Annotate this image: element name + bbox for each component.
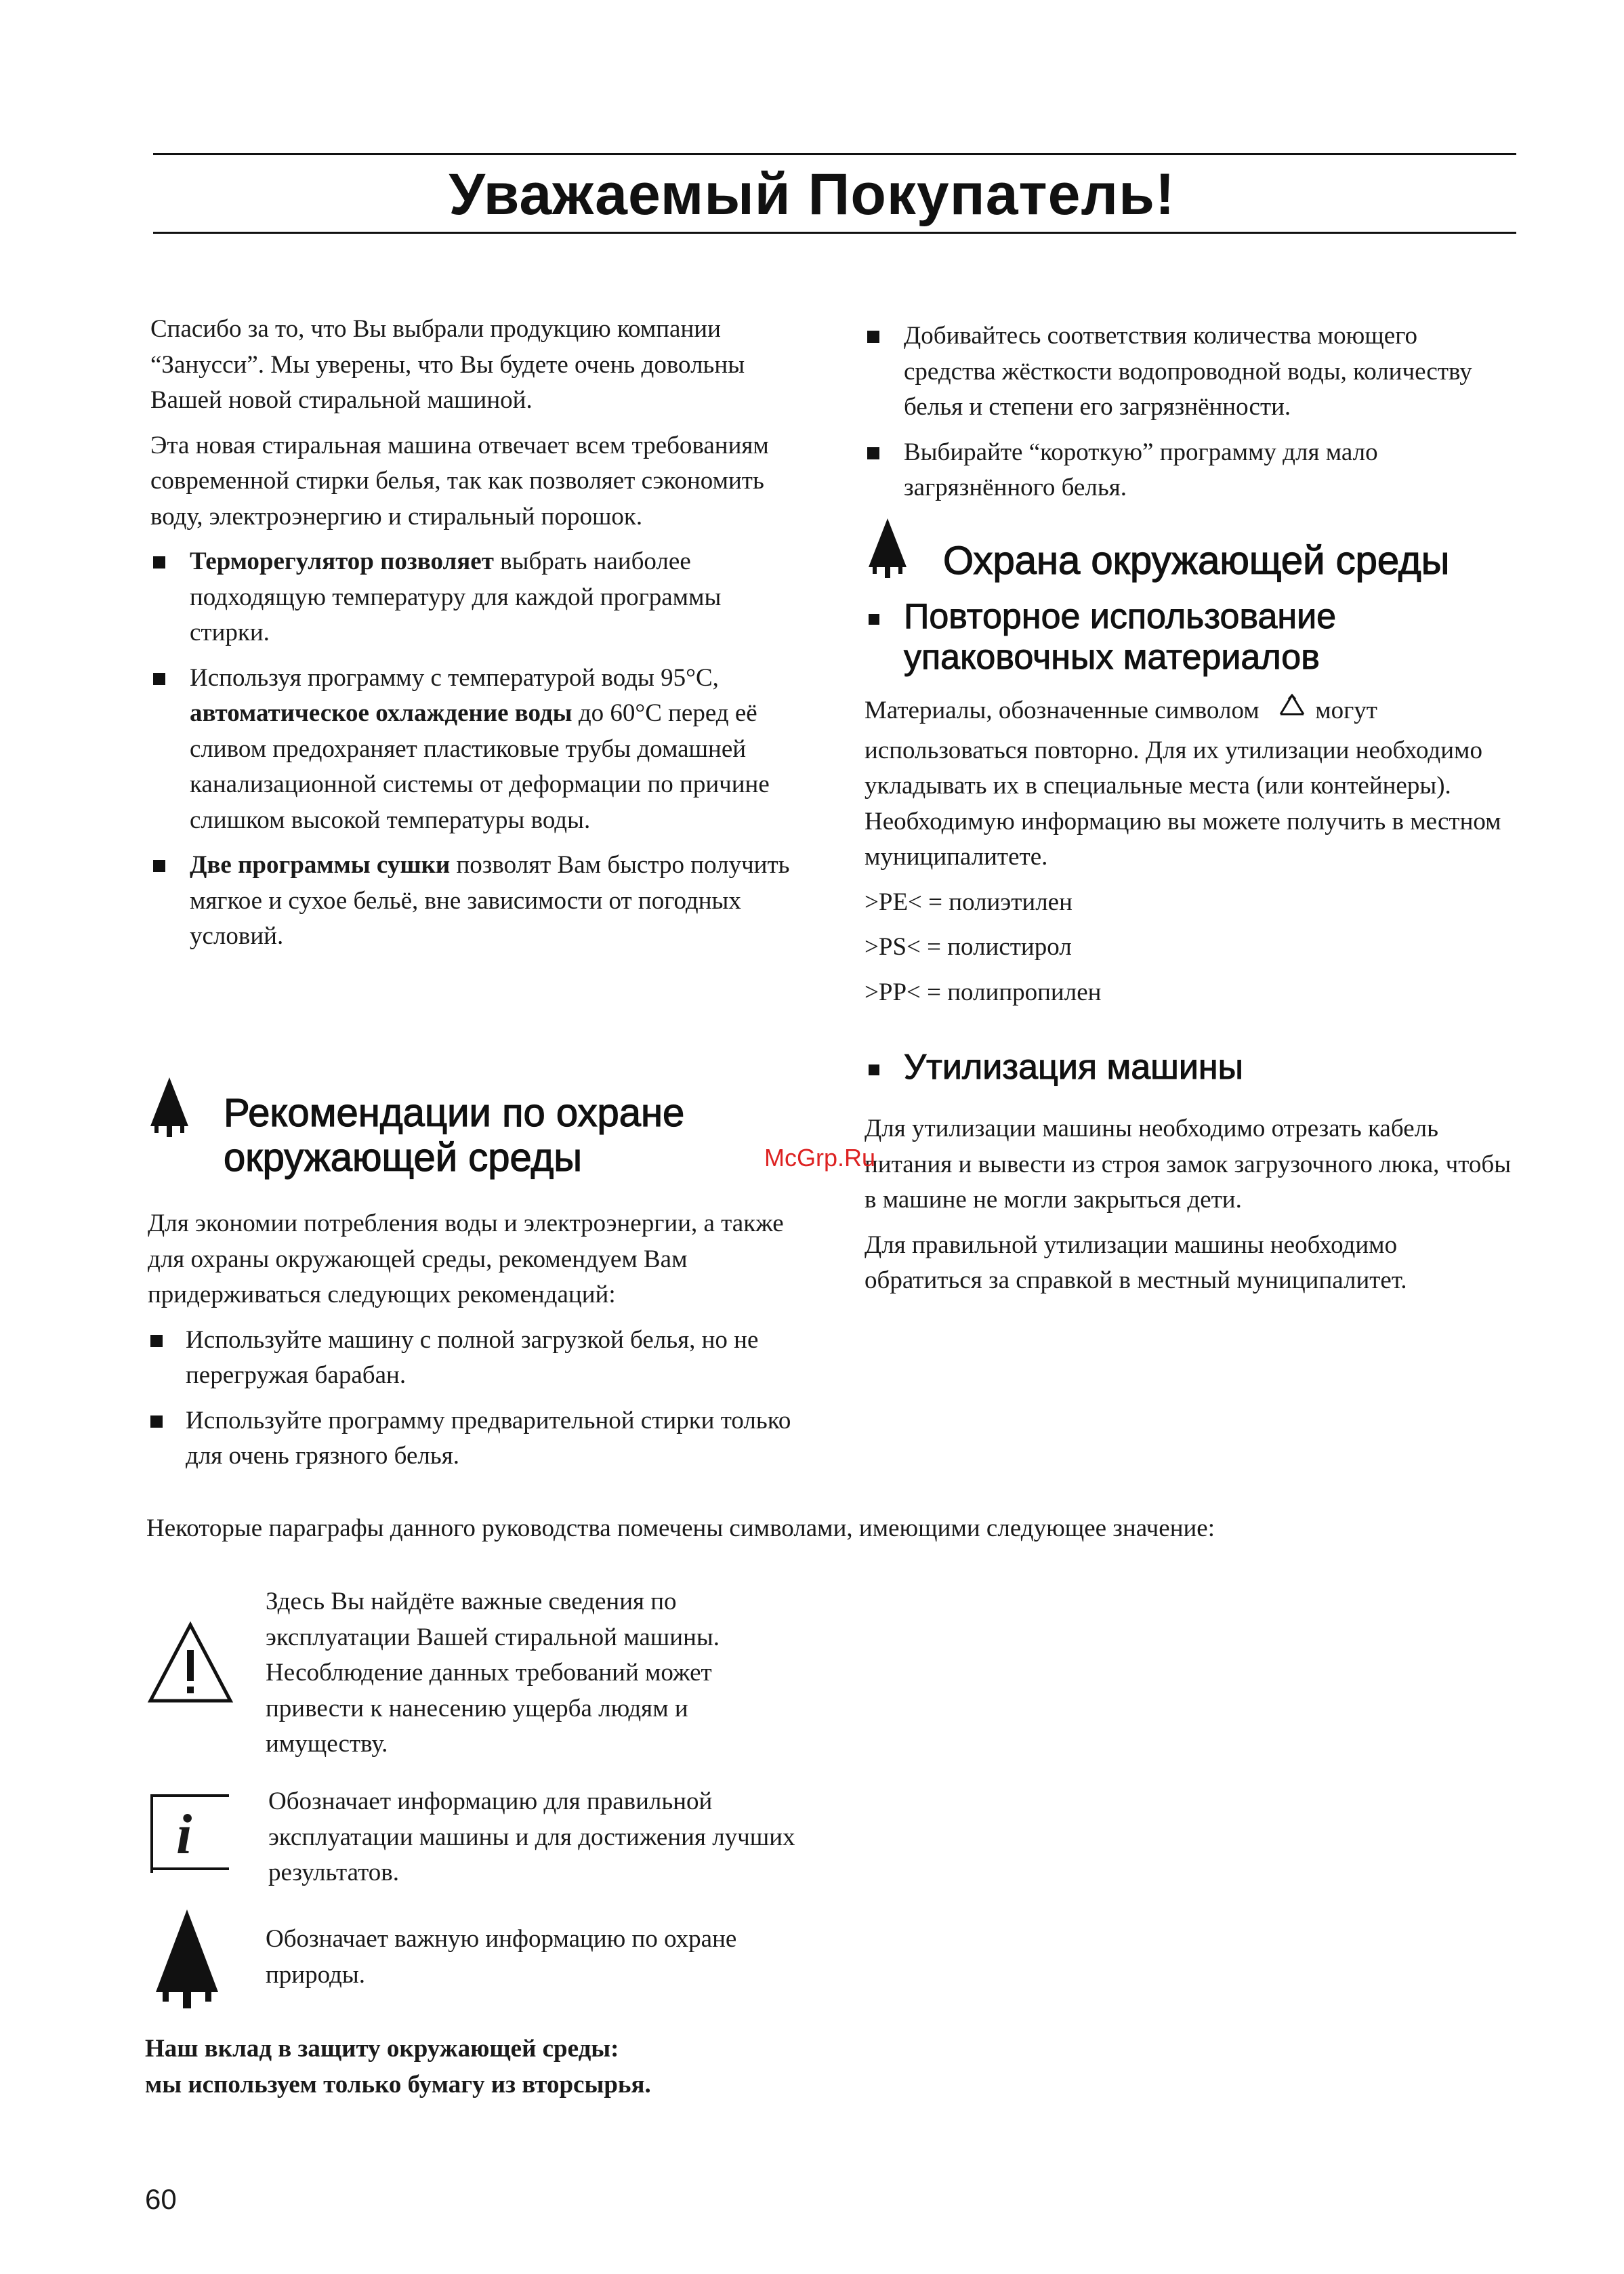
left-column xyxy=(150,312,794,964)
recommendation-text: Используйте машину с полной загрузкой белья, но не перегружая барабан. xyxy=(186,1325,759,1389)
tip-bullet-short-program xyxy=(865,435,1515,506)
legend-intro: Некоторые параграфы данного руководства помечены символами, имеющими следующее значение: xyxy=(146,1514,1215,1542)
bullet-square-icon xyxy=(153,860,165,872)
recommendation-text: Используйте программу предварительной стирки только для очень грязного белья. xyxy=(186,1406,791,1470)
watermark: McGrp.Ru xyxy=(764,1144,876,1172)
reuse-paragraph xyxy=(865,692,1515,875)
tip-text: Добивайтесь соответствия количества моющего средства жёсткости водопроводной воды, количеству белья и степени его загрязнённости. xyxy=(904,322,1472,421)
tip-text: Выбирайте “короткую” программу для мало загрязнённого белья. xyxy=(904,438,1378,501)
reuse-heading-text: Повторное использование упаковочных материалов xyxy=(904,597,1337,677)
warning-description: Здесь Вы найдёте важные сведения по эксплуатации Вашей стиральной машины. Несоблюдение данных требований может привести к нанесению ущерба людям и имуществу. xyxy=(266,1588,720,1758)
intro-paragraph-2: Эта новая стиральная машина отвечает всем требованиям современной стирки белья, так как позволяет сэкономить воду, электроэнергию и стиральный порошок. xyxy=(150,431,769,531)
reuse-text: Материалы, обозначенные символом xyxy=(865,697,1259,724)
disposal-heading xyxy=(865,1047,1514,1088)
reuse-block xyxy=(865,692,1515,1020)
page-number: 60 xyxy=(145,2183,177,2215)
environment-heading: Охрана окружающей среды xyxy=(943,539,1450,583)
bullet-square-icon xyxy=(869,1064,879,1075)
feature-bold: Две программы сушки xyxy=(190,851,451,879)
disposal-block xyxy=(865,1111,1515,1308)
right-column-top xyxy=(865,318,1515,516)
recycle-icon xyxy=(1275,692,1309,733)
tree-icon xyxy=(153,1909,221,2011)
intro-paragraph-1: Спасибо за то, что Вы выбрали продукцию компании “Занусси”. Мы уверены, что Вы будете очень довольны Вашей новой стиральной машиной. xyxy=(150,315,745,414)
feature-text: выбрать наиболее подходящую температуру для каждой программы стирки. xyxy=(190,547,722,646)
bullet-square-icon xyxy=(153,673,165,685)
material-pp: >PP< = полипропилен xyxy=(865,978,1102,1006)
material-ps: >PS< = полистирол xyxy=(865,933,1072,961)
tip-bullet-detergent xyxy=(865,318,1515,426)
tree-icon xyxy=(867,518,908,579)
reuse-heading xyxy=(865,596,1514,678)
bullet-square-icon xyxy=(150,1415,163,1428)
recycled-paper-line-2: мы используем только бумагу из вторсырья. xyxy=(145,2070,651,2099)
recommendations-heading: Рекомендации по охране окружающей среды xyxy=(224,1091,685,1180)
recycled-paper-line-1: Наш вклад в защиту окружающей среды: xyxy=(145,2035,619,2063)
recycled-paper-note xyxy=(145,2031,1094,2103)
feature-bold: автоматическое охлаждение воды xyxy=(190,699,572,727)
bullet-square-icon xyxy=(150,1335,163,1347)
bullet-square-icon xyxy=(867,447,879,459)
material-pe: >PE< = полиэтилен xyxy=(865,888,1073,916)
tree-description: Обозначает важную информацию по охране природы. xyxy=(266,1925,737,1989)
title-top-rule xyxy=(153,153,1516,155)
info-description: Обозначает информацию для правильной эксплуатации машины и для достижения лучших результатов. xyxy=(268,1787,795,1886)
feature-text: до 60°С перед её сливом предохраняет пластиковые трубы домашней канализационной системы от деформации по причине слишком высокой температуры воды. xyxy=(190,699,770,834)
bullet-square-icon xyxy=(869,614,879,625)
feature-bullet-thermostat xyxy=(150,544,794,651)
bullet-square-icon xyxy=(867,331,879,343)
info-icon xyxy=(150,1794,229,1873)
recommendation-bullet-prewash xyxy=(148,1403,791,1474)
reuse-text: могут использоваться повторно. Для их утилизации необходимо укладывать их в специальные места (или контейнеры). Необходимую информацию вы можете получить в местном муниципалитете. xyxy=(865,697,1501,871)
tree-icon xyxy=(149,1077,190,1138)
page-title: Уважаемый Покупатель! xyxy=(449,162,1175,227)
recommendations-intro: Для экономии потребления воды и электроэнергии, а также для охраны окружающей среды, рекомендуем Вам придерживаться следующих рекомендаций: xyxy=(148,1210,784,1308)
info-icon-underline xyxy=(150,1867,229,1870)
disposal-heading-text: Утилизация машины xyxy=(904,1048,1244,1087)
warning-icon xyxy=(146,1619,234,1708)
bullet-square-icon xyxy=(153,556,165,568)
disposal-paragraph-1: Для утилизации машины необходимо отрезать кабель питания и вывести из строя замок загрузочного люка, чтобы в машине не могли закрыться дети. xyxy=(865,1115,1512,1214)
title-bottom-rule xyxy=(153,232,1516,234)
info-letter: i xyxy=(176,1803,192,1866)
recommendation-bullet-full-load xyxy=(148,1323,791,1394)
feature-bullet-cooling xyxy=(150,661,794,839)
feature-bullet-drying xyxy=(150,848,794,955)
feature-bold: Терморегулятор позволяет xyxy=(190,547,494,575)
feature-text: Используя программу с температурой воды 95°С, xyxy=(190,663,719,692)
feature-text: позволят Вам быстро получить мягкое и сухое бельё, вне зависимости от погодных условий. xyxy=(190,851,790,950)
disposal-paragraph-2: Для правильной утилизации машины необходимо обратиться за справкой в местный муниципалитет. xyxy=(865,1231,1407,1294)
recommendations-block xyxy=(148,1206,791,1484)
